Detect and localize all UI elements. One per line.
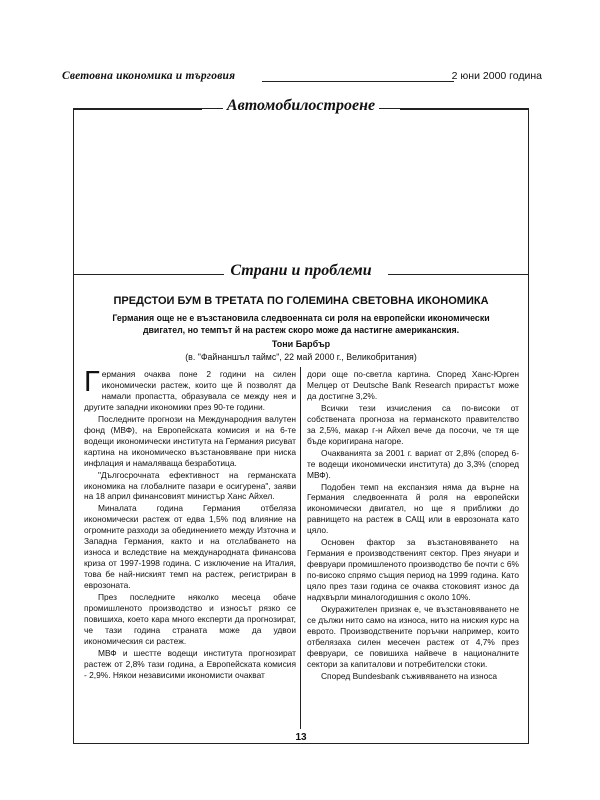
paragraph: "Дългосрочната ефективност на германската икономика на глобалните пазари е осигурена", заяви на 18 април финансовият министър Ханс Айхел. bbox=[84, 469, 296, 502]
article-source: (в. "Файнаншъл таймс", 22 май 2000 г., Великобритания) bbox=[185, 352, 417, 362]
paragraph: През последните няколко месеца обаче промишленото производство и износът рязко се повишиха, което кара много експерти да прогнозират, че тази година страната може да удвои икономическия си растеж. bbox=[84, 592, 296, 646]
section-label-countries: Страни и проблеми bbox=[226, 262, 375, 279]
section-rule bbox=[400, 109, 528, 110]
paragraph: Германия очаква поне 2 години на силен икономически растеж, които ще й позволят да намали пропастта, образувала се между нея и другите западни икономики през 90-те години. bbox=[84, 366, 296, 412]
paragraph: Основен фактор за възстановяването на Германия е производственият сектор. През януари и февруари промишленото производство бе почти с 6% по-високо спрямо същия период на 1999 година. Като цяло през тази година се очаква стоковият износ да надхвърли миналогодишния с около 10%. bbox=[307, 537, 519, 603]
header-rule bbox=[262, 81, 454, 82]
column-divider bbox=[300, 367, 301, 729]
paragraph: Последните прогнози на Международния валутен фонд (МВФ), на Европейската комисия и на 6-те водещи икономически института на Германия рисуват картина на икономическо възстановяване при ниска инфлация и намаляваща безработица. bbox=[84, 413, 296, 468]
paragraph: Според Bundesbank съживяването на износа bbox=[321, 670, 498, 681]
article-author: Тони Барбър bbox=[271, 339, 331, 349]
issue-date: 2 юни 2000 година bbox=[451, 70, 542, 82]
paragraph: дори още по-светла картина. Според Ханс-Юрген Мелцер от Deutsche Bank Research прирастът може да достигне 3,2%. bbox=[307, 369, 519, 401]
section-heading-countries bbox=[74, 262, 528, 286]
section-rule bbox=[388, 274, 528, 275]
paragraph: Окуражителен признак е, че възстановяването не се дължи нито само на износа, нито на ниския курс на еврото. Производствените поръчки например, които отбелязаха силен месечен растеж от 4,7% през февруари, се повишиха найвече в националните сектори за капиталови и потребителски стоки. bbox=[307, 604, 519, 669]
section-label-industry: Автомобилостроене bbox=[223, 97, 379, 114]
article-column-right bbox=[307, 369, 519, 683]
paragraph: Очакванията за 2001 г. вариат от 2,8% (според 6-те водещи икономически института) до 3,3% (според МВФ). bbox=[307, 447, 519, 480]
publication-title: Световна икономика и търговия bbox=[62, 70, 236, 82]
paragraph: МВФ и шестте водещи института прогнозират растеж от 2,8% тази година, а Европейската комисия - 2,9%. Някои независими икономисти очакват bbox=[84, 647, 296, 680]
drop-cap: Г bbox=[84, 366, 100, 398]
paragraph: Миналата година Германия отбеляза икономически растеж от едва 1,5% под влияние на огромните разходи за обединението между Източна и Западна Германия, както и на отслабването на износа и вследствие на международната финансова криза от 1997-1998 година. С изключение на Италия, това бе най-ниският темп на растеж, регистриран в еврозоната. bbox=[84, 503, 296, 591]
article-subtitle: Германия още не е възстановила следвоенната си роля на европейски икономически двигател, но темпът й на растеж скоро може да настигне американския. bbox=[112, 313, 490, 335]
article-column-left bbox=[84, 366, 296, 682]
section-heading-industry bbox=[74, 97, 528, 121]
page-number: 13 bbox=[295, 732, 307, 743]
paragraph: Всички тези изчисления са по-високи от собствената прогноза на германското правителство за 2,5%, макар г-н Айхел вече да посочи, че тя ще бъде коригирана нагоре. bbox=[307, 402, 519, 446]
page-header bbox=[62, 70, 542, 86]
article-title: ПРЕДСТОИ БУМ В ТРЕТАТА ПО ГОЛЕМИНА СВЕТОВНА ИКОНОМИКА bbox=[113, 295, 489, 307]
content-frame bbox=[73, 97, 529, 744]
paragraph: Подобен темп на експанзия няма да върне на Германия следвоенната й роля на европейски икономически двигател, но ще я приближи до равнището на растеж в САЩ или в еврозоната като цяло. bbox=[307, 481, 519, 536]
